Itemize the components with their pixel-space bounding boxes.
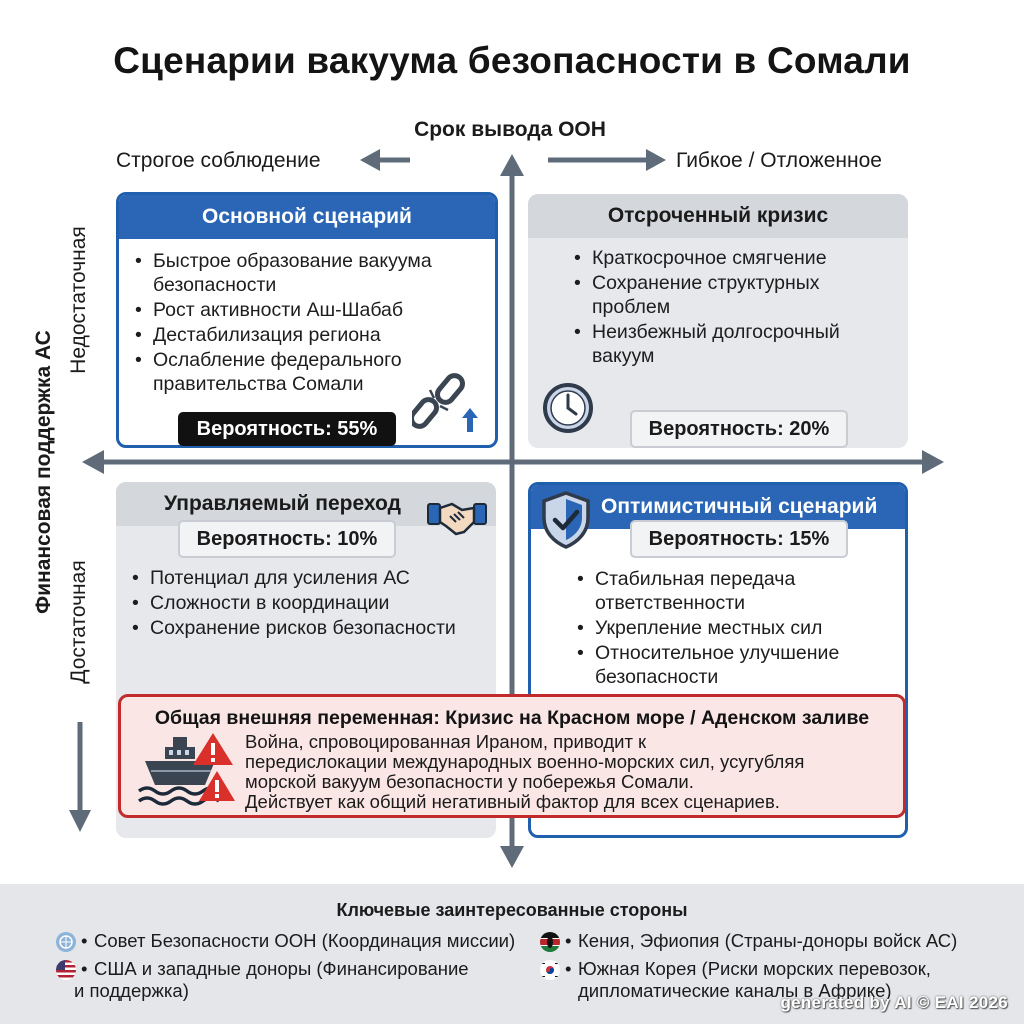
list-item: • Стабильная передача ответственности [575, 567, 895, 615]
stakeholder-text [56, 958, 536, 1002]
text-line: морской вакуум безопасности у побережья Сомали. [245, 771, 694, 792]
stakeholder-item: • Совет Безопасности ООН (Координация миссии) [56, 930, 536, 952]
stakeholder-item: • Южная Корея (Риски морских перевозок, дипломатические каналы в Африке) [540, 958, 980, 1002]
probability-badge: Вероятность: 55% [178, 412, 396, 446]
watermark: generated by AI © EAI 2026 [780, 993, 1008, 1012]
stakeholder-item: • Кения, Эфиопия (Страны-доноры войск АС) [540, 930, 980, 952]
quadrant-title-text: Оптимистичный сценарий [601, 495, 878, 518]
text-line: Действует как общий негативный фактор для всех сценариев. [245, 791, 780, 812]
stakeholders-title: Ключевые заинтересованные стороны [336, 900, 688, 920]
y-axis-top-label: Недостаточная [67, 226, 90, 374]
x-axis-right-label: Гибкое / Отложенное [676, 149, 882, 172]
south-korea-flag-icon [540, 960, 560, 980]
bullet-list [130, 566, 490, 641]
text-line: Война, спровоцированная Ираном, приводит к [245, 731, 647, 752]
un-flag-icon [56, 932, 76, 952]
list-item: • Относительное улучшение безопасности [575, 641, 895, 689]
list-item: • Сохранение рисков безопасности [130, 616, 490, 640]
list-item: • Дестабилизация региона [133, 323, 473, 347]
list-item: • Ослабление федерального правительства Сомали [133, 348, 473, 396]
page-title: Сценарии вакуума безопасности в Сомали [113, 40, 911, 81]
list-item: • Сложности в координации [130, 591, 490, 615]
list-item: • Неизбежный долгосрочный вакуум [572, 320, 892, 368]
external-variable-title: Общая внешняя переменная: Кризис на Красном море / Аденском заливе [154, 707, 870, 729]
quadrant-title: Основной сценарий [119, 195, 495, 239]
external-variable-box [118, 694, 906, 818]
list-item: • Укрепление местных сил [575, 616, 895, 640]
probability-badge: Вероятность: 20% [630, 410, 848, 448]
probability-badge: Вероятность: 10% [178, 520, 396, 558]
list-item: • Потенциал для усиления АС [130, 566, 490, 590]
quadrant-title-text: Управляемый переход [164, 492, 401, 515]
text-line: дипломатические каналы в Африке) [578, 980, 892, 1001]
probability-badge: Вероятность: 15% [630, 520, 848, 558]
kenya-flag-icon [540, 932, 560, 952]
x-axis-left-label: Строгое соблюдение [116, 149, 321, 172]
usa-flag-icon [56, 960, 76, 980]
bullet-list [575, 567, 895, 690]
y-axis-title: Финансовая поддержка АС [32, 330, 55, 614]
stakeholder-text: Кения, Эфиопия (Страны-доноры войск АС) [578, 930, 958, 951]
stakeholder-text: Совет Безопасности ООН (Координация миссии) [94, 930, 516, 951]
stakeholder-item: • США и западные доноры (Финансирование и поддержка) [56, 958, 536, 1002]
list-item: • Краткосрочное смягчение [572, 246, 892, 270]
handshake-icon [426, 496, 488, 540]
quadrant-title: Отсроченный кризис [528, 194, 908, 238]
bullet-list [572, 246, 892, 369]
list-item: • Рост активности Аш-Шабаб [133, 298, 473, 322]
shield-check-icon [540, 490, 592, 550]
list-item: • Сохранение структурных проблем [572, 271, 892, 319]
broken-chain-icon [412, 368, 486, 434]
ship-warning-icon [137, 731, 237, 811]
text-line: США и западные доноры (Финансирование [94, 958, 469, 979]
text-line: Южная Корея (Риски морских перевозок, [578, 958, 931, 979]
clock-icon [540, 380, 596, 436]
text-line: передислокации международных военно-морских сил, усугубляя [245, 751, 805, 772]
list-item: • Быстрое образование вакуума безопасности [133, 249, 473, 297]
text-line: и поддержка) [74, 980, 189, 1001]
y-axis-bottom-label: Достаточная [67, 560, 90, 684]
x-axis-title: Срок вывода ООН [414, 118, 606, 141]
external-variable-text [245, 732, 895, 812]
